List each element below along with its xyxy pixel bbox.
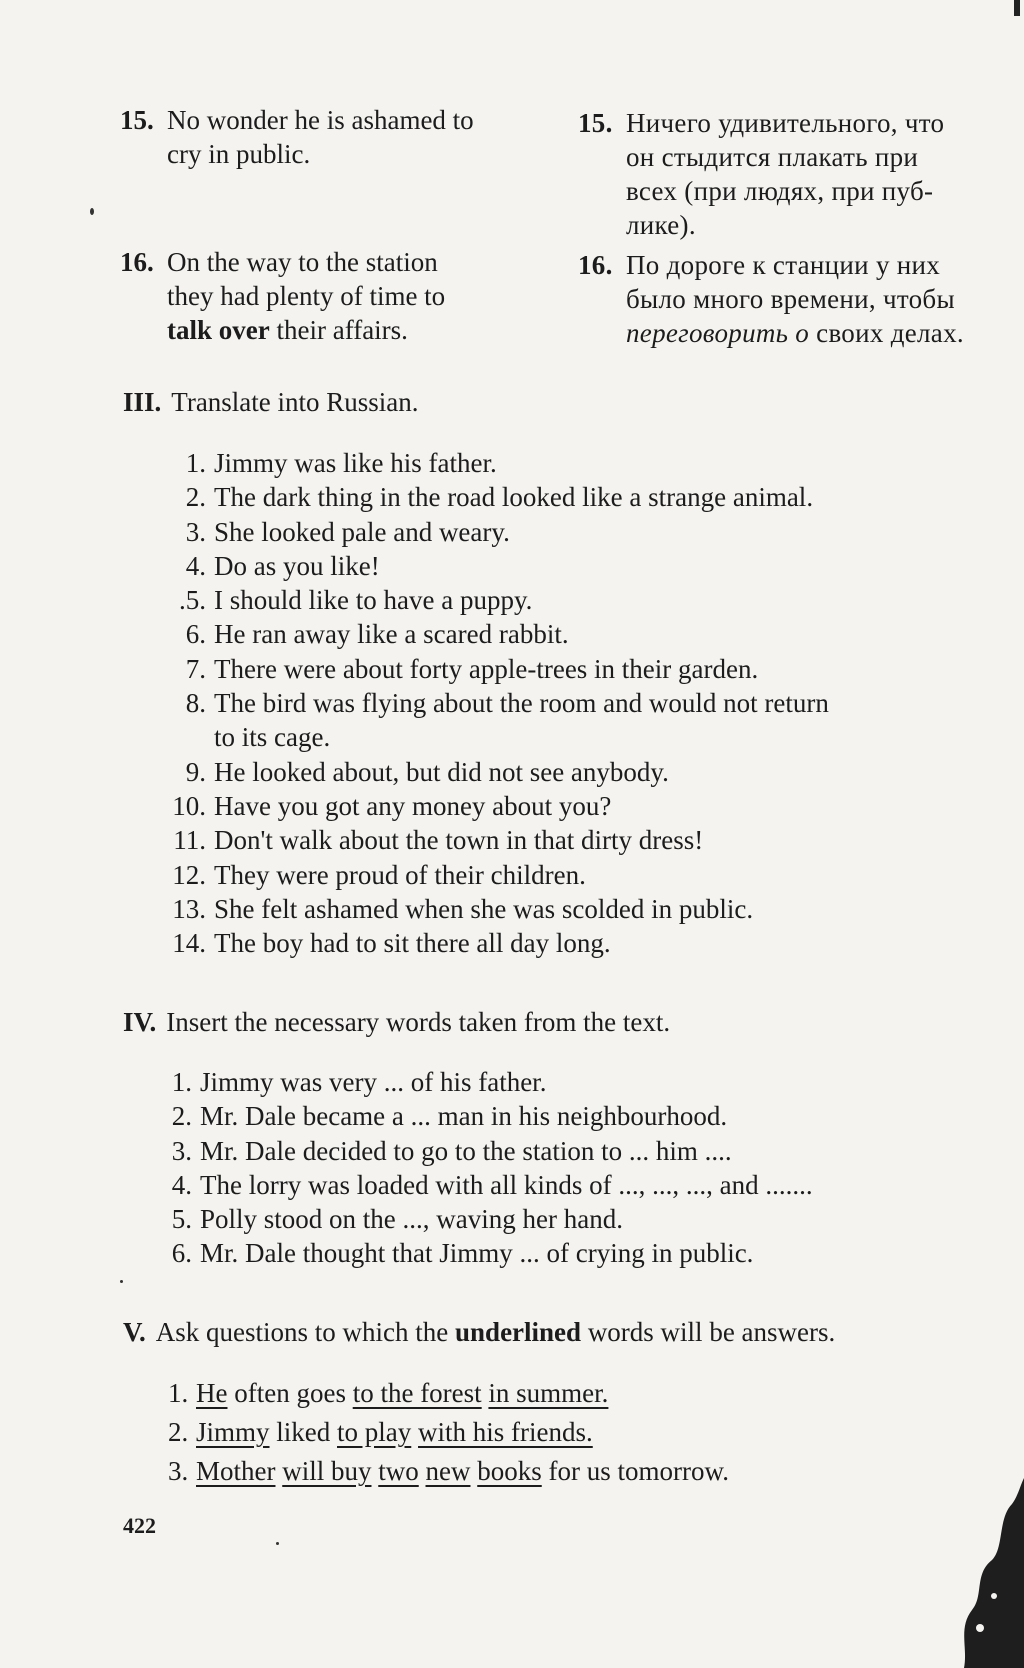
plain-text: liked — [269, 1417, 338, 1447]
underlined-answer: Mother — [196, 1456, 276, 1486]
vocab-ru-line: Ничего удивительного, что — [626, 108, 945, 138]
item-number: 11. — [173, 825, 206, 856]
underlined-answer: in summer. — [488, 1378, 609, 1408]
item-text: Mr. Dale thought that Jimmy ... of crying in public. — [200, 1238, 754, 1269]
list-item — [168, 1374, 729, 1413]
list-item — [172, 583, 829, 617]
vocab-number: 16. — [120, 247, 154, 277]
item-text: The boy had to sit there all day long. — [214, 928, 611, 959]
item-text: They were proud of their children. — [214, 859, 586, 890]
list-item — [172, 686, 829, 720]
plain-text: often goes — [227, 1378, 353, 1408]
item-text — [196, 1452, 729, 1491]
underlined-answer: to the forest — [352, 1378, 482, 1408]
item-number: 6. — [185, 619, 206, 650]
item-text: The lorry was loaded with all kinds of ..., ..., ..., and ....... — [200, 1169, 813, 1200]
underlined-answer: two — [378, 1456, 419, 1486]
section-iii-heading — [123, 385, 419, 419]
list-item — [172, 789, 829, 823]
underlined-answer: with his friends. — [418, 1417, 593, 1447]
scan-mark — [1014, 0, 1020, 16]
vocab-ru-line: переговорить о своих делах. — [626, 318, 964, 348]
item-text: The dark thing in the road looked like a strange animal. — [214, 482, 814, 513]
vocab-number: 16. — [578, 250, 613, 280]
key-phrase-ru: переговорить о — [626, 318, 810, 348]
list-item — [170, 1099, 813, 1133]
item-text: She looked pale and weary. — [214, 516, 510, 547]
list-item — [170, 1134, 813, 1168]
underlined-answer: books — [477, 1456, 542, 1486]
vocab-ru-15 — [578, 106, 988, 242]
vocab-ru-16 — [578, 248, 988, 352]
list-item — [170, 1168, 813, 1202]
item-number: 2. — [168, 1417, 189, 1447]
vocab-ru-line: было много времени, чтобы — [626, 284, 955, 314]
vocab-en-15 — [120, 103, 530, 173]
section-v-list — [168, 1374, 729, 1491]
section-title: Translate into Russian. — [171, 387, 419, 417]
item-text: The bird was flying about the room and would not return — [214, 688, 829, 719]
vocab-en-16 — [120, 245, 530, 349]
list-item — [172, 823, 829, 857]
item-number: 7. — [185, 653, 206, 684]
plain-text — [411, 1417, 418, 1447]
vocab-en-line: talk over their affairs. — [167, 315, 408, 345]
section-v-heading: V. Ask questions to which the underlined words will be answers. — [123, 1317, 836, 1347]
vocab-ru-line: всех (при людях, при пуб- — [626, 176, 934, 206]
item-number: 1. — [171, 1067, 192, 1097]
item-number: 14. — [172, 928, 206, 959]
list-item — [172, 926, 829, 960]
item-number: 3. — [171, 1135, 192, 1166]
item-number: 12. — [172, 859, 206, 890]
list-item — [172, 515, 829, 549]
item-text: Mr. Dale became a ... man in his neighbourhood. — [200, 1101, 728, 1132]
vocab-en-line: cry in public. — [167, 139, 311, 169]
scan-speck — [120, 1280, 123, 1283]
section-number: III. — [123, 387, 162, 417]
list-item — [168, 1413, 729, 1452]
item-number: 10. — [172, 790, 206, 821]
section-iii-list — [172, 446, 829, 960]
list-item — [172, 858, 829, 892]
scan-speck — [90, 208, 94, 215]
list-item — [170, 1202, 813, 1236]
item-number: 1. — [168, 1378, 189, 1408]
item-number: 2. — [171, 1101, 192, 1132]
item-number: 4. — [171, 1169, 192, 1200]
list-item — [170, 1065, 813, 1099]
section-number: IV. — [123, 1007, 157, 1037]
section-iv-list — [170, 1065, 813, 1271]
key-phrase: talk over — [167, 315, 270, 345]
item-number: 2. — [185, 482, 206, 513]
scan-smudge — [954, 1478, 1024, 1668]
underlined-answer: new — [425, 1456, 471, 1486]
item-number: 1. — [185, 448, 206, 478]
list-item — [172, 652, 829, 686]
underlined-answer: to play — [337, 1417, 412, 1447]
emphasis-word: underlined — [455, 1317, 582, 1347]
item-text-continuation: to its cage. — [214, 722, 331, 753]
section-number: V. — [123, 1317, 146, 1347]
vocab-ru-line: он стыдится плакать при — [626, 142, 919, 172]
vocab-en-line: No wonder he is ashamed to — [167, 105, 474, 135]
item-text: Jimmy was like his father. — [214, 448, 497, 478]
item-number: 5. — [171, 1204, 192, 1235]
list-item — [170, 1236, 813, 1270]
list-item — [172, 617, 829, 651]
list-item — [172, 755, 829, 789]
vocab-number: 15. — [578, 108, 613, 138]
item-number: 6. — [171, 1238, 192, 1269]
vocab-en-line: On the way to the station — [167, 247, 438, 277]
section-iv-heading — [123, 1005, 670, 1039]
vocab-number: 15. — [120, 105, 154, 135]
item-text — [196, 1374, 608, 1413]
underlined-answer: He — [196, 1378, 228, 1408]
item-text: Mr. Dale decided to go to the station to ... him .... — [200, 1135, 732, 1166]
list-item — [172, 446, 829, 480]
scan-speck — [276, 1542, 279, 1545]
plain-text: for us tomorrow. — [541, 1456, 729, 1486]
page-number: 422 — [123, 1513, 156, 1538]
list-item — [168, 1452, 729, 1491]
item-number: 4. — [185, 550, 206, 581]
item-text: Do as you like! — [214, 550, 380, 581]
item-number: 8. — [185, 688, 206, 719]
item-text: He ran away like a scared rabbit. — [214, 619, 569, 650]
item-text: Have you got any money about you? — [214, 790, 612, 821]
item-text: Don't walk about the town in that dirty dress! — [214, 825, 704, 856]
plain-text — [419, 1456, 426, 1486]
item-number: 13. — [172, 893, 206, 924]
item-text: I should like to have a puppy. — [214, 585, 533, 616]
vocab-en-line: they had plenty of time to — [167, 281, 446, 311]
underlined-answer: Jimmy — [196, 1417, 270, 1447]
list-item — [172, 549, 829, 583]
list-item — [172, 892, 829, 926]
item-text: He looked about, but did not see anybody. — [214, 756, 669, 787]
item-number: 9. — [185, 756, 206, 787]
item-number: 3. — [185, 516, 206, 547]
item-number: .5. — [179, 585, 206, 616]
item-text: There were about forty apple-trees in their garden. — [214, 653, 759, 684]
underlined-answer: will buy — [282, 1456, 372, 1486]
item-text: Polly stood on the ..., waving her hand. — [200, 1204, 623, 1235]
vocab-ru-line: лике). — [626, 210, 696, 240]
list-item — [172, 480, 829, 514]
section-title: Insert the necessary words taken from the text. — [166, 1007, 671, 1037]
item-text: Jimmy was very ... of his father. — [200, 1067, 547, 1097]
item-text: She felt ashamed when she was scolded in public. — [214, 893, 754, 924]
vocab-ru-line: По дороге к станции у них — [626, 250, 941, 280]
item-text — [196, 1413, 593, 1452]
item-number: 3. — [168, 1456, 189, 1486]
